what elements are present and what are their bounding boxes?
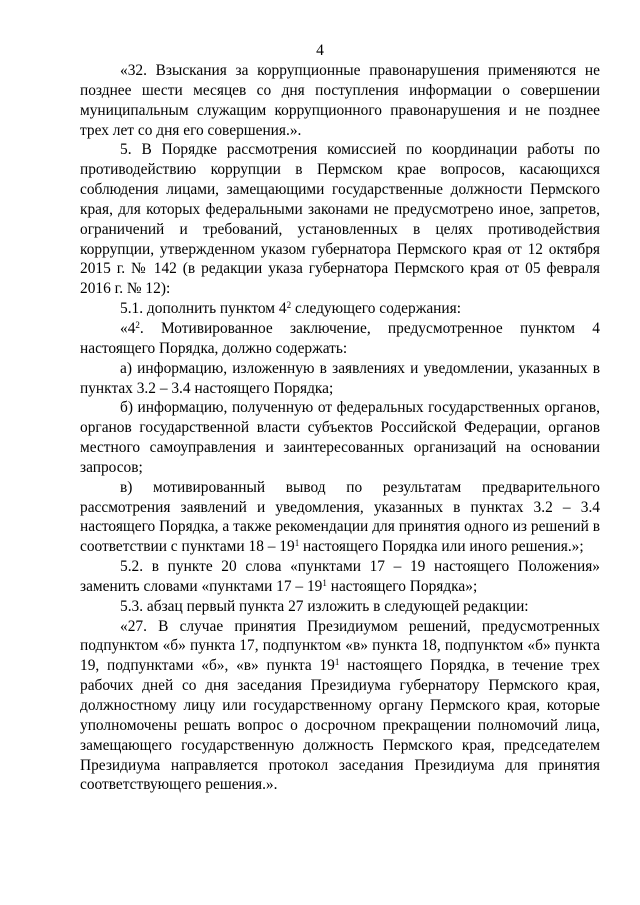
text-run: 5.1. дополнить пунктом 4 <box>120 300 287 318</box>
paragraph-item-v <box>80 478 600 557</box>
text-run: «27. В случае принятия Президиумом решений, предусмотренных подпунктом «б» пункта 17, подпунктом «в» пункта 18, подпунктом «б» пункта 19, подпунктами «б», «в» пункта 19 <box>80 617 600 675</box>
superscript: 2 <box>135 319 140 330</box>
text-run: 5. В Порядке рассмотрения комиссией по координации работы по противодействию коррупции в Пермском крае вопросов, касающихся соблюдения лицами, замещающими государственные должности Пермского края, для которых федеральными законами не предусмотрено иное, запретов, ограничений и требований, установленных в целях противодействия коррупции, утвержденном указом губернатора Пермского края от 12 октября 2015 г. № 142 (в редакции указа губернатора Пермского края от 05 февраля 2016 г. № 12): <box>80 141 600 298</box>
document-body <box>80 61 600 795</box>
text-run: настоящего Порядка»; <box>326 577 478 595</box>
paragraph-item-5-2 <box>80 557 600 597</box>
text-run: а) информацию, изложенную в заявлениях и уведомлении, указанных в пунктах 3.2 – 3.4 настоящего Порядка; <box>80 359 600 397</box>
paragraph-item-27-quote <box>80 617 600 796</box>
text-run: «4 <box>120 319 136 337</box>
text-run: следующего содержания: <box>291 300 461 318</box>
text-run: 5.3. абзац первый пункта 27 изложить в следующей редакции: <box>120 597 529 615</box>
superscript: 1 <box>334 657 340 668</box>
text-run: настоящего Порядка, в течение трех рабочих дней со дня заседания Президиума губернатору Пермского края, должностному лицу или государственному органу Пермского края, которые уполномочены решать вопрос о досрочном прекращении полномочий лица, замещающего государственную должность Пермского края, председателем Президиума направляется протокол заседания Президиума для принятия соответствующего решения.». <box>80 657 600 794</box>
paragraph-item-5-3 <box>80 597 600 617</box>
paragraph-item-4-2-quote <box>80 319 600 359</box>
superscript: 2 <box>286 300 292 311</box>
superscript: 1 <box>294 538 300 549</box>
page-number: 4 <box>316 42 324 59</box>
text-run: б) информацию, полученную от федеральных государственных органов, органов государственной власти субъектов Российской Федерации, органов местного самоуправления и заинтересованных организаций на основании запросов; <box>80 399 600 476</box>
text-run: 5.2. в пункте 20 слова «пунктами 17 – 19 настоящего Положения» заменить словами «пунктами 17 – 19 <box>80 558 600 595</box>
superscript: 1 <box>322 577 327 588</box>
paragraph-item-5-1 <box>80 299 600 319</box>
text-run: . Мотивированное заключение, предусмотренное пунктом 4 настоящего Порядка, должно содержать: <box>80 319 600 357</box>
paragraph-item-a <box>80 359 600 399</box>
text-run: в) мотивированный вывод по результатам предварительного рассмотрения заявлений и уведомления, указанных в пунктах 3.2 – 3.4 настоящего Порядка, а также рекомендации для принятия одного из решений в соответствии с пунктами 18 – 19 <box>80 478 600 556</box>
text-run: настоящего Порядка или иного решения.»; <box>299 538 584 556</box>
paragraph-item-5 <box>80 140 600 299</box>
paragraph-item-32-quote <box>80 61 600 140</box>
paragraph-item-b <box>80 398 600 477</box>
text-run: «32. Взыскания за коррупционные правонарушения применяются не позднее шести месяцев со дня поступления информации о совершении муниципальным служащим коррупционного правонарушения и не позднее трех лет со дня его совершения.». <box>80 62 600 139</box>
